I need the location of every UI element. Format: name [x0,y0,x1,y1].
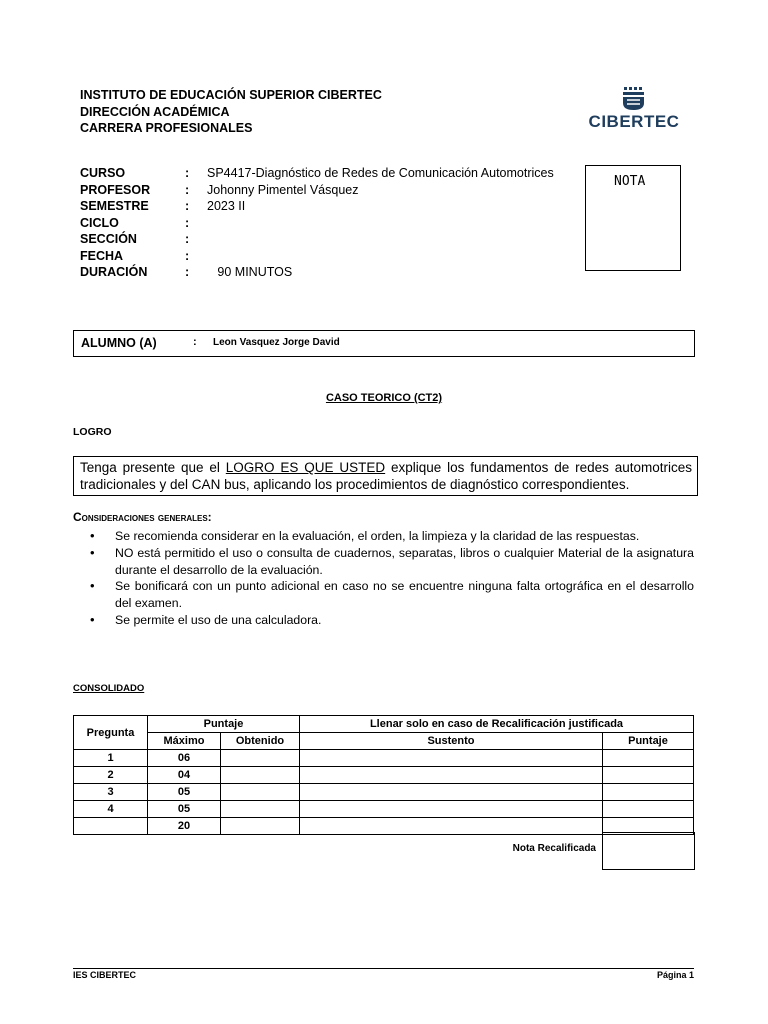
logro-box [73,456,698,496]
info-colon: : [185,232,190,246]
student-box [73,330,695,357]
info-colon: : [185,215,190,230]
question-number [74,818,148,835]
logro-label: LOGRO [73,426,112,438]
info-row-seccion [80,231,554,248]
career-name: CARRERA PROFESIONALES [80,121,253,135]
sustento-cell[interactable] [300,750,603,767]
info-value: SP4417-Diagnóstico de Redes de Comunicación Automotrices [207,166,554,180]
footer-divider [73,968,694,969]
recalif-score-cell[interactable] [603,784,694,801]
cibertec-logo [584,86,684,132]
table-subheader-row [74,733,694,750]
table-row [74,767,694,784]
info-colon: : [185,265,190,279]
header-sustento: Sustento [300,733,603,750]
nota-recalificada-label: Nota Recalificada [512,843,596,854]
max-score: 04 [148,767,221,784]
direction-name: DIRECCIÓN ACADÉMICA [80,104,230,119]
info-value: 90 MINUTOS [207,265,293,279]
list-item: • Se recomienda considerar en la evaluación, el orden, la limpieza y la claridad de las respuestas. [88,528,694,545]
list-item: • Se bonificará con un punto adicional en caso no se encuentre ninguna falta ortográfica en el desarrollo del examen. [88,578,694,612]
info-key: SECCIÓN [80,232,137,246]
max-score: 06 [148,750,221,767]
grade-label: NOTA [614,174,646,189]
question-number: 3 [74,784,148,801]
info-key: SEMESTRE [80,199,149,213]
crown-icon [584,86,684,112]
info-row-fecha [80,248,554,265]
info-key: DURACIÓN [80,265,148,279]
max-score: 05 [148,801,221,818]
logro-text-underlined: LOGRO ES QUE USTED [225,460,386,475]
obtained-cell[interactable] [221,767,300,784]
institution-name: INSTITUTO DE EDUCACIÓN SUPERIOR CIBERTEC [80,88,382,102]
header-puntaje: Puntaje [148,716,300,733]
list-item: • Se permite el uso de una calculadora. [88,612,694,629]
info-value: 2023 II [207,199,246,213]
sustento-cell[interactable] [300,767,603,784]
footer-page-number: Página 1 [656,970,694,980]
considerations-list [88,528,694,629]
student-name: Leon Vasquez Jorge David [213,337,340,348]
obtained-cell[interactable] [221,750,300,767]
info-colon: : [185,182,190,197]
header-puntaje-recalif: Puntaje [603,733,694,750]
sustento-cell[interactable] [300,784,603,801]
header-pregunta: Pregunta [74,716,148,750]
info-colon: : [185,199,190,213]
institution-header [80,87,382,137]
info-key: FECHA [80,248,124,263]
consolidado-label: CONSOLIDADO [73,683,145,694]
info-row-ciclo [80,215,554,232]
header-recalificacion: Llenar solo en caso de Recalificación justificada [300,716,694,733]
info-row-semestre [80,198,554,215]
obtained-cell[interactable] [221,801,300,818]
nota-recalificada-box[interactable] [602,832,695,870]
question-number: 1 [74,750,148,767]
recalif-score-cell[interactable] [603,767,694,784]
max-score: 05 [148,784,221,801]
course-info [80,165,554,281]
info-key: PROFESOR [80,182,151,197]
sustento-cell[interactable] [300,801,603,818]
sustento-cell[interactable] [300,818,603,835]
info-value: Johonny Pimentel Vásquez [207,182,359,197]
logo-text: CIBERTEC [588,112,680,131]
obtained-total-cell[interactable] [221,818,300,835]
table-total-row [74,818,694,835]
table-row [74,784,694,801]
student-label: ALUMNO (A) [81,336,157,350]
info-row-profesor [80,182,554,199]
logro-text-start: Tenga presente que el [80,460,226,475]
info-colon: : [185,166,190,180]
recalif-score-cell[interactable] [603,750,694,767]
table-row [74,801,694,818]
question-number: 4 [74,801,148,818]
question-number: 2 [74,767,148,784]
info-key: CURSO [80,166,126,180]
obtained-cell[interactable] [221,784,300,801]
recalif-score-cell[interactable] [603,801,694,818]
info-row-curso [80,165,554,182]
list-item: • NO está permitido el uso o consulta de cuadernos, separatas, libros o cualquier Material de la asignatura durante el desarrollo de la evaluación. [88,545,694,579]
table-row [74,750,694,767]
header-maximo: Máximo [148,733,221,750]
header-obtenido: Obtenido [221,733,300,750]
logro-text-end: explique los fundamentos de redes automotrices tradicionales y del CAN bus, aplicando los procedimientos de diagnóstico correspondientes. [80,460,692,492]
info-colon: : [185,248,190,263]
info-row-duracion [80,264,554,281]
info-key: CICLO [80,215,119,230]
table-header-row [74,716,694,733]
student-colon: : [193,336,197,348]
considerations-title: Consideraciones generales: [73,510,212,524]
footer-institution: IES CIBERTEC [73,970,137,980]
max-score-total: 20 [148,818,221,835]
grade-box[interactable] [585,165,681,271]
consolidated-table [73,715,694,835]
exam-title: CASO TEORICO (CT2) [325,392,443,404]
